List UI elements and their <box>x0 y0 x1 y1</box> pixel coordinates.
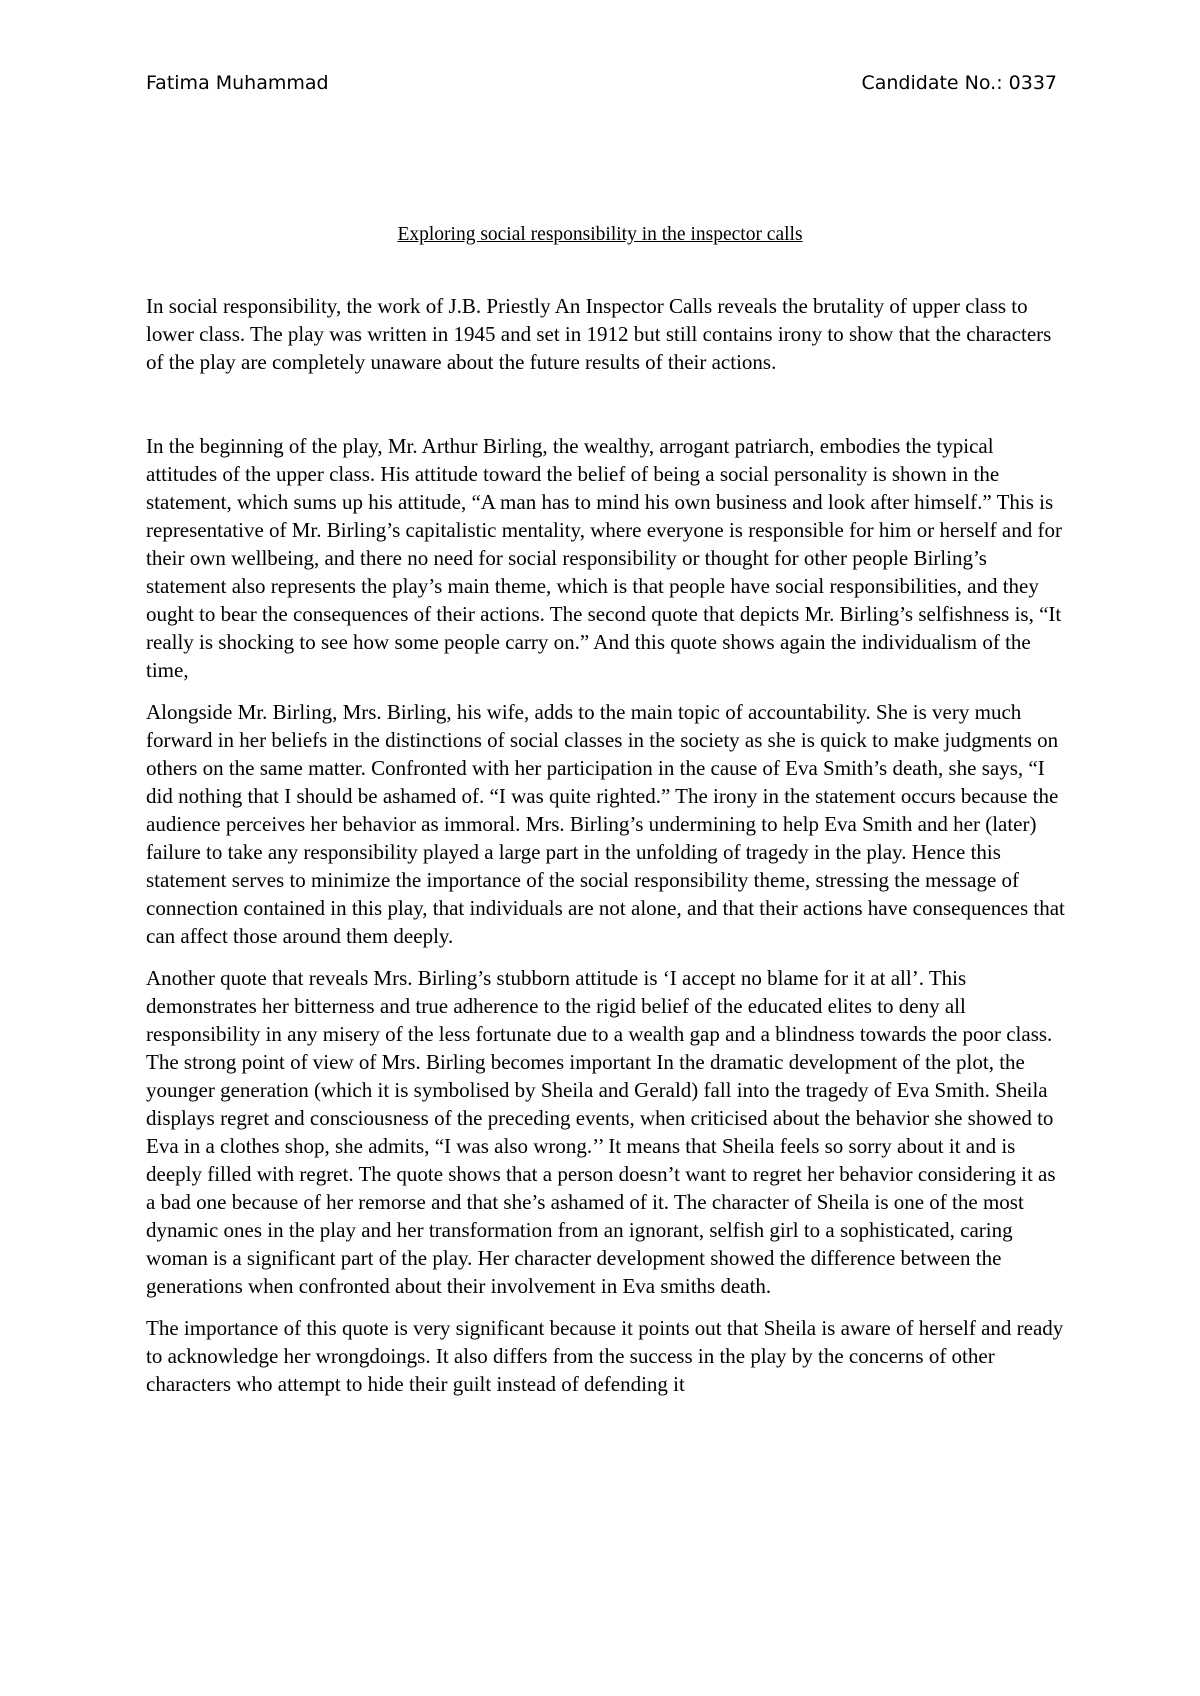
essay-body <box>146 292 1069 1412</box>
paragraph-importance: The importance of this quote is very significant because it points out that Sheila is aware of herself and ready to acknowledge her wrongdoings. It also differs from the success in the play by the concerns of other characters who attempt to hide their guilt instead of defending it <box>146 1316 1064 1396</box>
author-name: Fatima Muhammad <box>146 72 329 94</box>
paragraph-mrs-birling: Alongside Mr. Birling, Mrs. Birling, his wife, adds to the main topic of accountability. She is very much forward in her beliefs in the distinctions of social classes in the society as she is quick to make judgments on others on the same matter. Confronted with her participation in the cause of Eva Smith’s death, she says, “I did nothing that I should be ashamed of. “I was quite righted.” The irony in the statement occurs because the audience perceives her behavior as immoral. Mrs. Birling’s undermining to help Eva Smith and her (later) failure to take any responsibility played a large part in the unfolding of tragedy in the play. Hence this statement serves to minimize the importance of the social responsibility theme, stressing the message of connection contained in this play, that individuals are not alone, and that their actions have consequences that can affect those around them deeply. <box>146 700 1065 948</box>
paragraph-intro: In social responsibility, the work of J.B. Priestly An Inspector Calls reveals the brutality of upper class to lower class. The play was written in 1945 and set in 1912 but still contains irony to show that the characters of the play are completely unaware about the future results of their actions. <box>146 294 1052 374</box>
candidate-number: Candidate No.: 0337 <box>861 72 1057 94</box>
page-header <box>146 72 1057 104</box>
paragraph-mr-birling: In the beginning of the play, Mr. Arthur Birling, the wealthy, arrogant patriarch, embodies the typical attitudes of the upper class. His attitude toward the belief of being a social personality is shown in the statement, which sums up his attitude, “A man has to mind his own business and look after himself.” This is representative of Mr. Birling’s capitalistic mentality, where everyone is responsible for him or herself and for their own wellbeing, and there no need for social responsibility or thought for other people Birling’s statement also represents the play’s main theme, which is that people have social responsibilities, and they ought to bear the consequences of their actions. The second quote that depicts Mr. Birling’s selfishness is, “It really is shocking to see how some people carry on.” And this quote shows again the individualism of the time, <box>146 434 1062 682</box>
essay-title: Exploring social responsibility in the inspector calls <box>397 224 803 245</box>
paragraph-sheila: Another quote that reveals Mrs. Birling’s stubborn attitude is ‘I accept no blame for it at all’. This demonstrates her bitterness and true adherence to the rigid belief of the educated elites to deny all responsibility in any misery of the less fortunate due to a wealth gap and a blindness towards the poor class. The strong point of view of Mrs. Birling becomes important In the dramatic development of the plot, the younger generation (which it is symbolised by Sheila and Gerald) fall into the tragedy of Eva Smith. Sheila displays regret and consciousness of the preceding events, when criticised about the behavior she showed to Eva in a clothes shop, she admits, “I was also wrong.’’ It means that Sheila feels so sorry about it and is deeply filled with regret. The quote shows that a person doesn’t want to regret her behavior considering it as a bad one because of her remorse and that she’s ashamed of it. The character of Sheila is one of the most dynamic ones in the play and her transformation from an ignorant, selfish girl to a sophisticated, caring woman is a significant part of the play. Her character development showed the difference between the generations when confronted about their involvement in Eva smiths death. <box>146 966 1056 1298</box>
